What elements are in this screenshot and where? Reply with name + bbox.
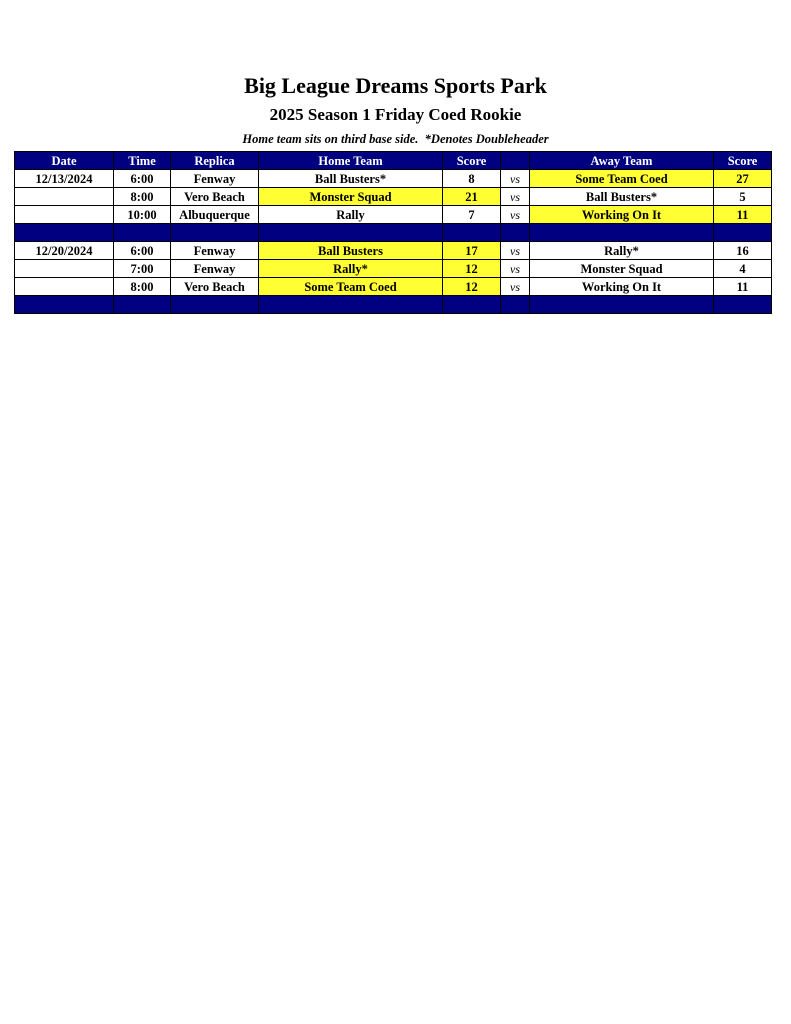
column-header-replica: Replica (171, 152, 259, 170)
column-header-away-team: Away Team (530, 152, 714, 170)
page-subtitle: 2025 Season 1 Friday Coed Rookie (269, 105, 522, 124)
home-score: 8 (443, 170, 501, 188)
game-date: 12/13/2024 (15, 170, 114, 188)
game-time: 8:00 (114, 278, 171, 296)
away-score: 11 (714, 278, 772, 296)
game-replica: Vero Beach (171, 188, 259, 206)
away-team: Ball Busters* (530, 188, 714, 206)
game-date (15, 206, 114, 224)
game-time: 6:00 (114, 170, 171, 188)
vs-label: vs (501, 188, 530, 206)
home-score: 21 (443, 188, 501, 206)
home-team: Some Team Coed (259, 278, 443, 296)
game-time: 10:00 (114, 206, 171, 224)
vs-label: vs (501, 278, 530, 296)
game-replica: Fenway (171, 242, 259, 260)
away-score: 5 (714, 188, 772, 206)
week-separator-row (15, 224, 772, 242)
away-team: Some Team Coed (530, 170, 714, 188)
vs-label: vs (501, 170, 530, 188)
vs-label: vs (501, 242, 530, 260)
away-team: Working On It (530, 278, 714, 296)
column-header-date: Date (15, 152, 114, 170)
home-score: 7 (443, 206, 501, 224)
header-row (15, 152, 772, 170)
game-replica: Albuquerque (171, 206, 259, 224)
game-row (15, 242, 772, 260)
away-team: Working On It (530, 206, 714, 224)
away-score: 4 (714, 260, 772, 278)
game-row (15, 278, 772, 296)
column-header-home-team: Home Team (259, 152, 443, 170)
away-score: 11 (714, 206, 772, 224)
home-team: Monster Squad (259, 188, 443, 206)
game-date: 12/20/2024 (15, 242, 114, 260)
away-team: Rally* (530, 242, 714, 260)
vs-label: vs (501, 206, 530, 224)
game-row (15, 260, 772, 278)
home-team: Ball Busters (259, 242, 443, 260)
schedule-table (14, 151, 772, 314)
away-team: Monster Squad (530, 260, 714, 278)
home-score: 12 (443, 278, 501, 296)
column-header-home-score: Score (443, 152, 501, 170)
home-score: 12 (443, 260, 501, 278)
away-score: 16 (714, 242, 772, 260)
game-date (15, 278, 114, 296)
game-row (15, 188, 772, 206)
game-time: 8:00 (114, 188, 171, 206)
game-replica: Vero Beach (171, 278, 259, 296)
column-header-time: Time (114, 152, 171, 170)
game-time: 7:00 (114, 260, 171, 278)
game-date (15, 188, 114, 206)
column-header-away-score: Score (714, 152, 772, 170)
home-team: Rally* (259, 260, 443, 278)
game-replica: Fenway (171, 170, 259, 188)
game-date (15, 260, 114, 278)
home-team: Ball Busters* (259, 170, 443, 188)
schedule-note: Home team sits on third base side. *Denotes Doubleheader (242, 132, 549, 146)
page-title: Big League Dreams Sports Park (244, 73, 547, 98)
game-row (15, 206, 772, 224)
game-replica: Fenway (171, 260, 259, 278)
game-row (15, 170, 772, 188)
week-separator-row (15, 296, 772, 314)
column-header-vs (501, 152, 530, 170)
home-score: 17 (443, 242, 501, 260)
away-score: 27 (714, 170, 772, 188)
vs-label: vs (501, 260, 530, 278)
game-time: 6:00 (114, 242, 171, 260)
home-team: Rally (259, 206, 443, 224)
